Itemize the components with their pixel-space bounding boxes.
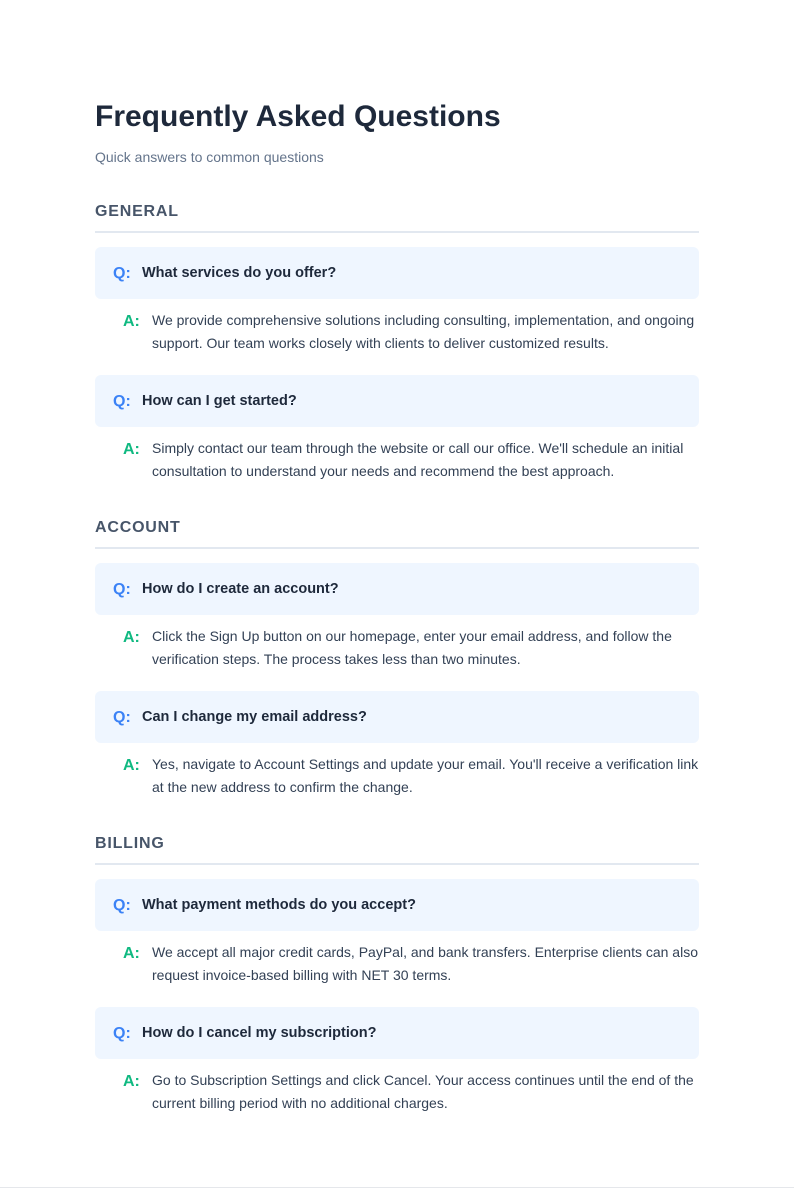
answer-marker: A: — [123, 629, 140, 646]
answer-row — [95, 309, 699, 354]
answer-text: We provide comprehensive solutions including consulting, implementation, and ongoing support. Our team works closely with clients to deliver customized results. — [152, 312, 695, 351]
section-header: BILLING — [95, 834, 699, 865]
answer-marker: A: — [123, 1073, 140, 1090]
answer-marker: A: — [123, 313, 140, 330]
question-row[interactable] — [95, 563, 699, 615]
question-marker: Q: — [113, 581, 131, 598]
question-text: How do I create an account? — [142, 581, 339, 597]
answer-row — [95, 753, 699, 798]
answer-text: Go to Subscription Settings and click Cancel. Your access continues until the end of the current billing period with no additional charges. — [152, 1072, 694, 1111]
answer-text: We accept all major credit cards, PayPal, and bank transfers. Enterprise clients can also request invoice-based billing with NET 30 terms. — [152, 944, 698, 983]
answer-row — [95, 437, 699, 482]
question-row[interactable] — [95, 375, 699, 427]
question-marker: Q: — [113, 1025, 131, 1042]
section-general — [95, 202, 699, 482]
question-text: Can I change my email address? — [142, 709, 367, 725]
question-row[interactable] — [95, 247, 699, 299]
faq-item — [95, 691, 699, 798]
answer-text: Yes, navigate to Account Settings and update your email. You'll receive a verification link at the new address to confirm the change. — [152, 756, 699, 795]
section-header: GENERAL — [95, 202, 699, 233]
answer-marker: A: — [123, 945, 140, 962]
faq-item — [95, 563, 699, 670]
answer-marker: A: — [123, 757, 140, 774]
question-marker: Q: — [113, 265, 131, 282]
question-marker: Q: — [113, 709, 131, 726]
page-bottom-divider — [0, 1187, 794, 1188]
answer-text: Simply contact our team through the website or call our office. We'll schedule an initial consultation to understand your needs and recommend the best approach. — [152, 440, 684, 479]
page-title: Frequently Asked Questions — [95, 100, 501, 133]
answer-row — [95, 625, 699, 670]
question-text: What services do you offer? — [142, 265, 337, 281]
section-billing — [95, 834, 699, 1114]
question-text: How do I cancel my subscription? — [142, 1025, 377, 1041]
question-marker: Q: — [113, 393, 131, 410]
question-marker: Q: — [113, 897, 131, 914]
faq-item — [95, 879, 699, 986]
page-subtitle: Quick answers to common questions — [95, 149, 324, 165]
question-row[interactable] — [95, 1007, 699, 1059]
answer-row — [95, 941, 699, 986]
section-header: ACCOUNT — [95, 518, 699, 549]
answer-text: Click the Sign Up button on our homepage, enter your email address, and follow the verification steps. The process takes less than two minutes. — [152, 628, 672, 667]
answer-marker: A: — [123, 441, 140, 458]
faq-page — [95, 96, 699, 1135]
question-row[interactable] — [95, 691, 699, 743]
faq-item — [95, 1007, 699, 1114]
section-account — [95, 518, 699, 798]
question-row[interactable] — [95, 879, 699, 931]
faq-item — [95, 247, 699, 354]
question-text: How can I get started? — [142, 393, 297, 409]
question-text: What payment methods do you accept? — [142, 897, 416, 913]
answer-row — [95, 1069, 699, 1114]
faq-item — [95, 375, 699, 482]
